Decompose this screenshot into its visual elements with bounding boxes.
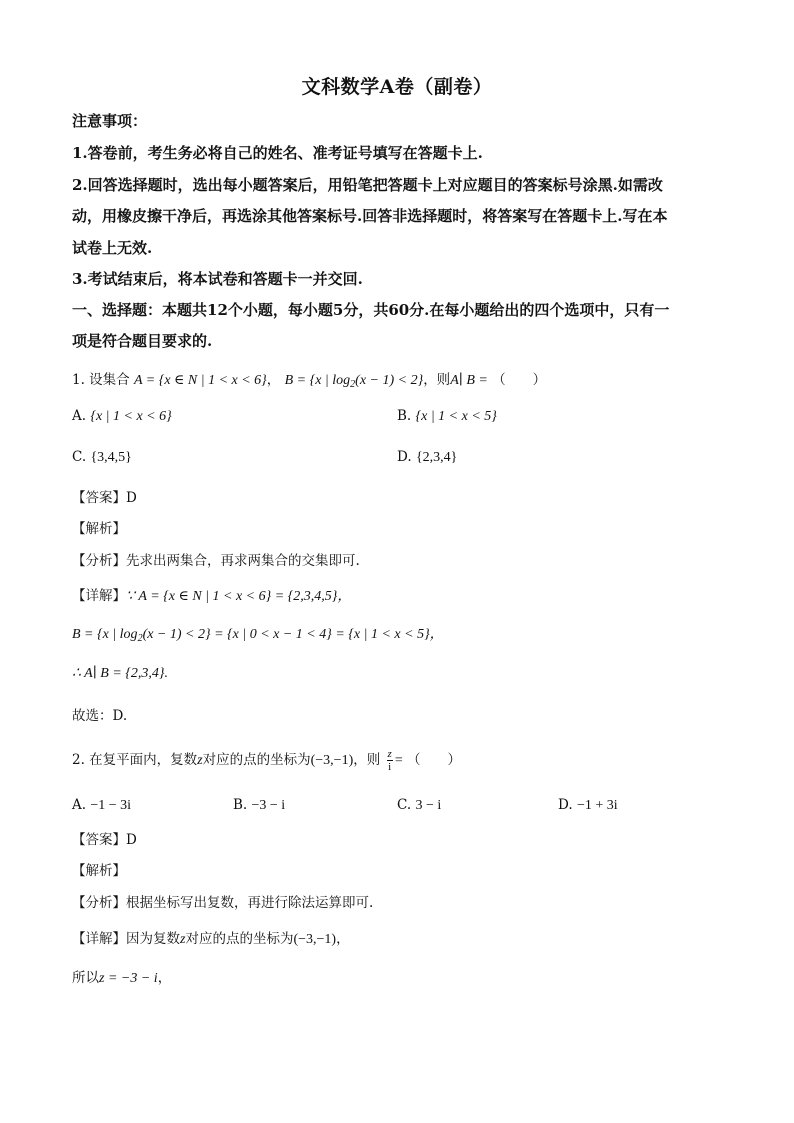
- q2-fenxi-text: 根据坐标写出复数，再进行除法运算即可.: [126, 895, 374, 911]
- q1-option-d-label: D.: [397, 449, 412, 465]
- notice-item-2-cont: 动，用橡皮擦干净后，再选涂其他答案标号.回答非选择题时，将答案写在答题卡上.写在本: [72, 207, 668, 225]
- q2-coord: (−3,−1): [310, 753, 354, 768]
- q2-fenxi-tag: 【分析】: [72, 895, 126, 911]
- q2-option-d-label: D.: [558, 797, 573, 813]
- q2-detail-line-2: [72, 966, 171, 987]
- q2-paren: （ ）: [407, 752, 462, 768]
- q1-detail-2-post: (x − 1) < 2} = {x | 0 < x − 1 < 4} = {x | 1 < x < 5}，: [142, 627, 444, 642]
- q1-detail-line-2: [72, 623, 444, 644]
- q2-option-a: [72, 797, 131, 814]
- q2-answer-value: D: [126, 832, 137, 848]
- q1-detail-2-pre: B = {x | log: [72, 627, 138, 642]
- q1-analysis-tag: 【解析】: [72, 521, 126, 537]
- q2-detail-2-math: z = −3 − i: [99, 971, 158, 986]
- q1-ask-math: A∣ B =: [450, 373, 488, 388]
- section-heading-cont: 项是符合题目要求的.: [72, 332, 213, 350]
- q1-detail-2-sub: 2: [137, 633, 143, 644]
- q2-option-b-label: B.: [233, 797, 248, 813]
- q2-detail: [72, 927, 350, 948]
- q2-answer: [72, 828, 137, 848]
- notice-heading: 注意事项：: [72, 112, 148, 130]
- q2-detail-2-end: ，: [157, 970, 172, 986]
- q2-option-c-text: 3 − i: [415, 798, 442, 813]
- q2-detail-2-pre: 所以: [72, 970, 99, 986]
- q2-option-d: [558, 797, 618, 814]
- q2-option-b: [233, 797, 285, 814]
- notice-item-3: 3.考试结束后，将本试卷和答题卡一并交回.: [72, 270, 363, 288]
- q1-option-d: [397, 449, 457, 466]
- q1-set-b: [285, 373, 424, 388]
- q2-fraction: [387, 748, 393, 773]
- q2-detail-1-pre: 因为复数: [126, 931, 180, 947]
- q1-option-a-text: {x | 1 < x < 6}: [90, 409, 172, 424]
- q1-detail: [72, 584, 351, 605]
- q2-var: z: [197, 753, 203, 768]
- q1-detail-line-3: ∴ A∣ B = {2,3,4}.: [72, 666, 168, 681]
- q1-detail-line-1: ∵ A = {x ∈ N | 1 < x < 6} = {2,3,4,5}，: [126, 589, 352, 604]
- q1-option-a: [72, 408, 172, 425]
- q2-option-b-text: −3 − i: [251, 798, 286, 813]
- q2-detail-tag: 【详解】: [72, 931, 126, 947]
- q1-answer-tag: 【答案】: [72, 490, 126, 506]
- section-heading: 一、选择题：本题共12个小题，每小题5分，共60分.在每小题给出的四个选项中，只有一: [72, 301, 670, 319]
- page-title: 文科数学A卷（副卷）: [301, 76, 493, 98]
- q1-option-c: [72, 449, 132, 466]
- q2-ask: ，则: [353, 752, 381, 768]
- q2-prefix: 2. 在复平面内，复数: [72, 752, 198, 768]
- q1-detail-tag: 【详解】: [72, 588, 126, 604]
- q2-mid: 对应的点的坐标为: [202, 752, 311, 768]
- q1-answer-value: D: [126, 490, 137, 506]
- q2-frac-num: z: [387, 748, 392, 760]
- q2-eq: =: [394, 753, 403, 768]
- q1-option-b-label: B.: [397, 408, 412, 424]
- q1-fenxi-text: 先求出两集合，再求两集合的交集即可.: [126, 553, 360, 569]
- q2-detail-1-coord: (−3,−1): [293, 932, 337, 947]
- q2-detail-1-mid: 对应的点的坐标为: [185, 931, 294, 947]
- q2-frac-den: i: [388, 761, 392, 773]
- q2-fenxi: [72, 891, 373, 911]
- q1-comma: ，: [266, 372, 281, 388]
- q2-option-d-text: −1 + 3i: [576, 798, 618, 813]
- q1-set-b-post: (x − 1) < 2}: [355, 373, 424, 388]
- q1-option-b-text: {x | 1 < x < 5}: [415, 409, 497, 424]
- q1-option-a-label: A.: [72, 408, 87, 424]
- notice-item-2: 2.回答选择题时，选出每小题答案后，用铅笔把答题卡上对应题目的答案标号涂黑.如需改: [72, 176, 663, 194]
- notice-item-1: 1.答卷前，考生务必将自己的姓名、准考证号填写在答题卡上.: [72, 144, 483, 162]
- q2-analysis-tag: 【解析】: [72, 863, 126, 879]
- q1-conclusion: 故选：D.: [72, 708, 128, 724]
- question-2: [72, 748, 461, 773]
- q2-answer-tag: 【答案】: [72, 832, 126, 848]
- q2-detail-1-end: ，: [336, 931, 350, 947]
- q2-option-c-label: C.: [397, 797, 412, 813]
- q1-set-a: A = {x ∈ N | 1 < x < 6}: [133, 373, 267, 388]
- q2-option-a-text: −1 − 3i: [90, 798, 132, 813]
- q1-option-d-text: {2,3,4}: [415, 450, 458, 465]
- q1-set-b-sub: 2: [350, 379, 356, 390]
- q1-fenxi: [72, 549, 360, 569]
- q1-ask: ，则: [423, 372, 451, 388]
- question-1: [72, 368, 546, 390]
- q2-detail-1-var: z: [180, 932, 186, 947]
- q2-option-a-label: A.: [72, 797, 87, 813]
- q1-set-b-pre: B = {x | log: [284, 373, 351, 388]
- q1-option-c-label: C.: [72, 449, 87, 465]
- q1-prefix: 1. 设集合: [72, 372, 130, 388]
- q1-paren: （ ）: [492, 372, 547, 388]
- q2-option-c: [397, 797, 441, 814]
- notice-item-2-end: 试卷上无效.: [72, 239, 153, 257]
- q1-answer: [72, 486, 137, 506]
- q1-option-c-text: {3,4,5}: [90, 450, 132, 465]
- q1-option-b: [397, 408, 497, 425]
- q1-fenxi-tag: 【分析】: [72, 553, 126, 569]
